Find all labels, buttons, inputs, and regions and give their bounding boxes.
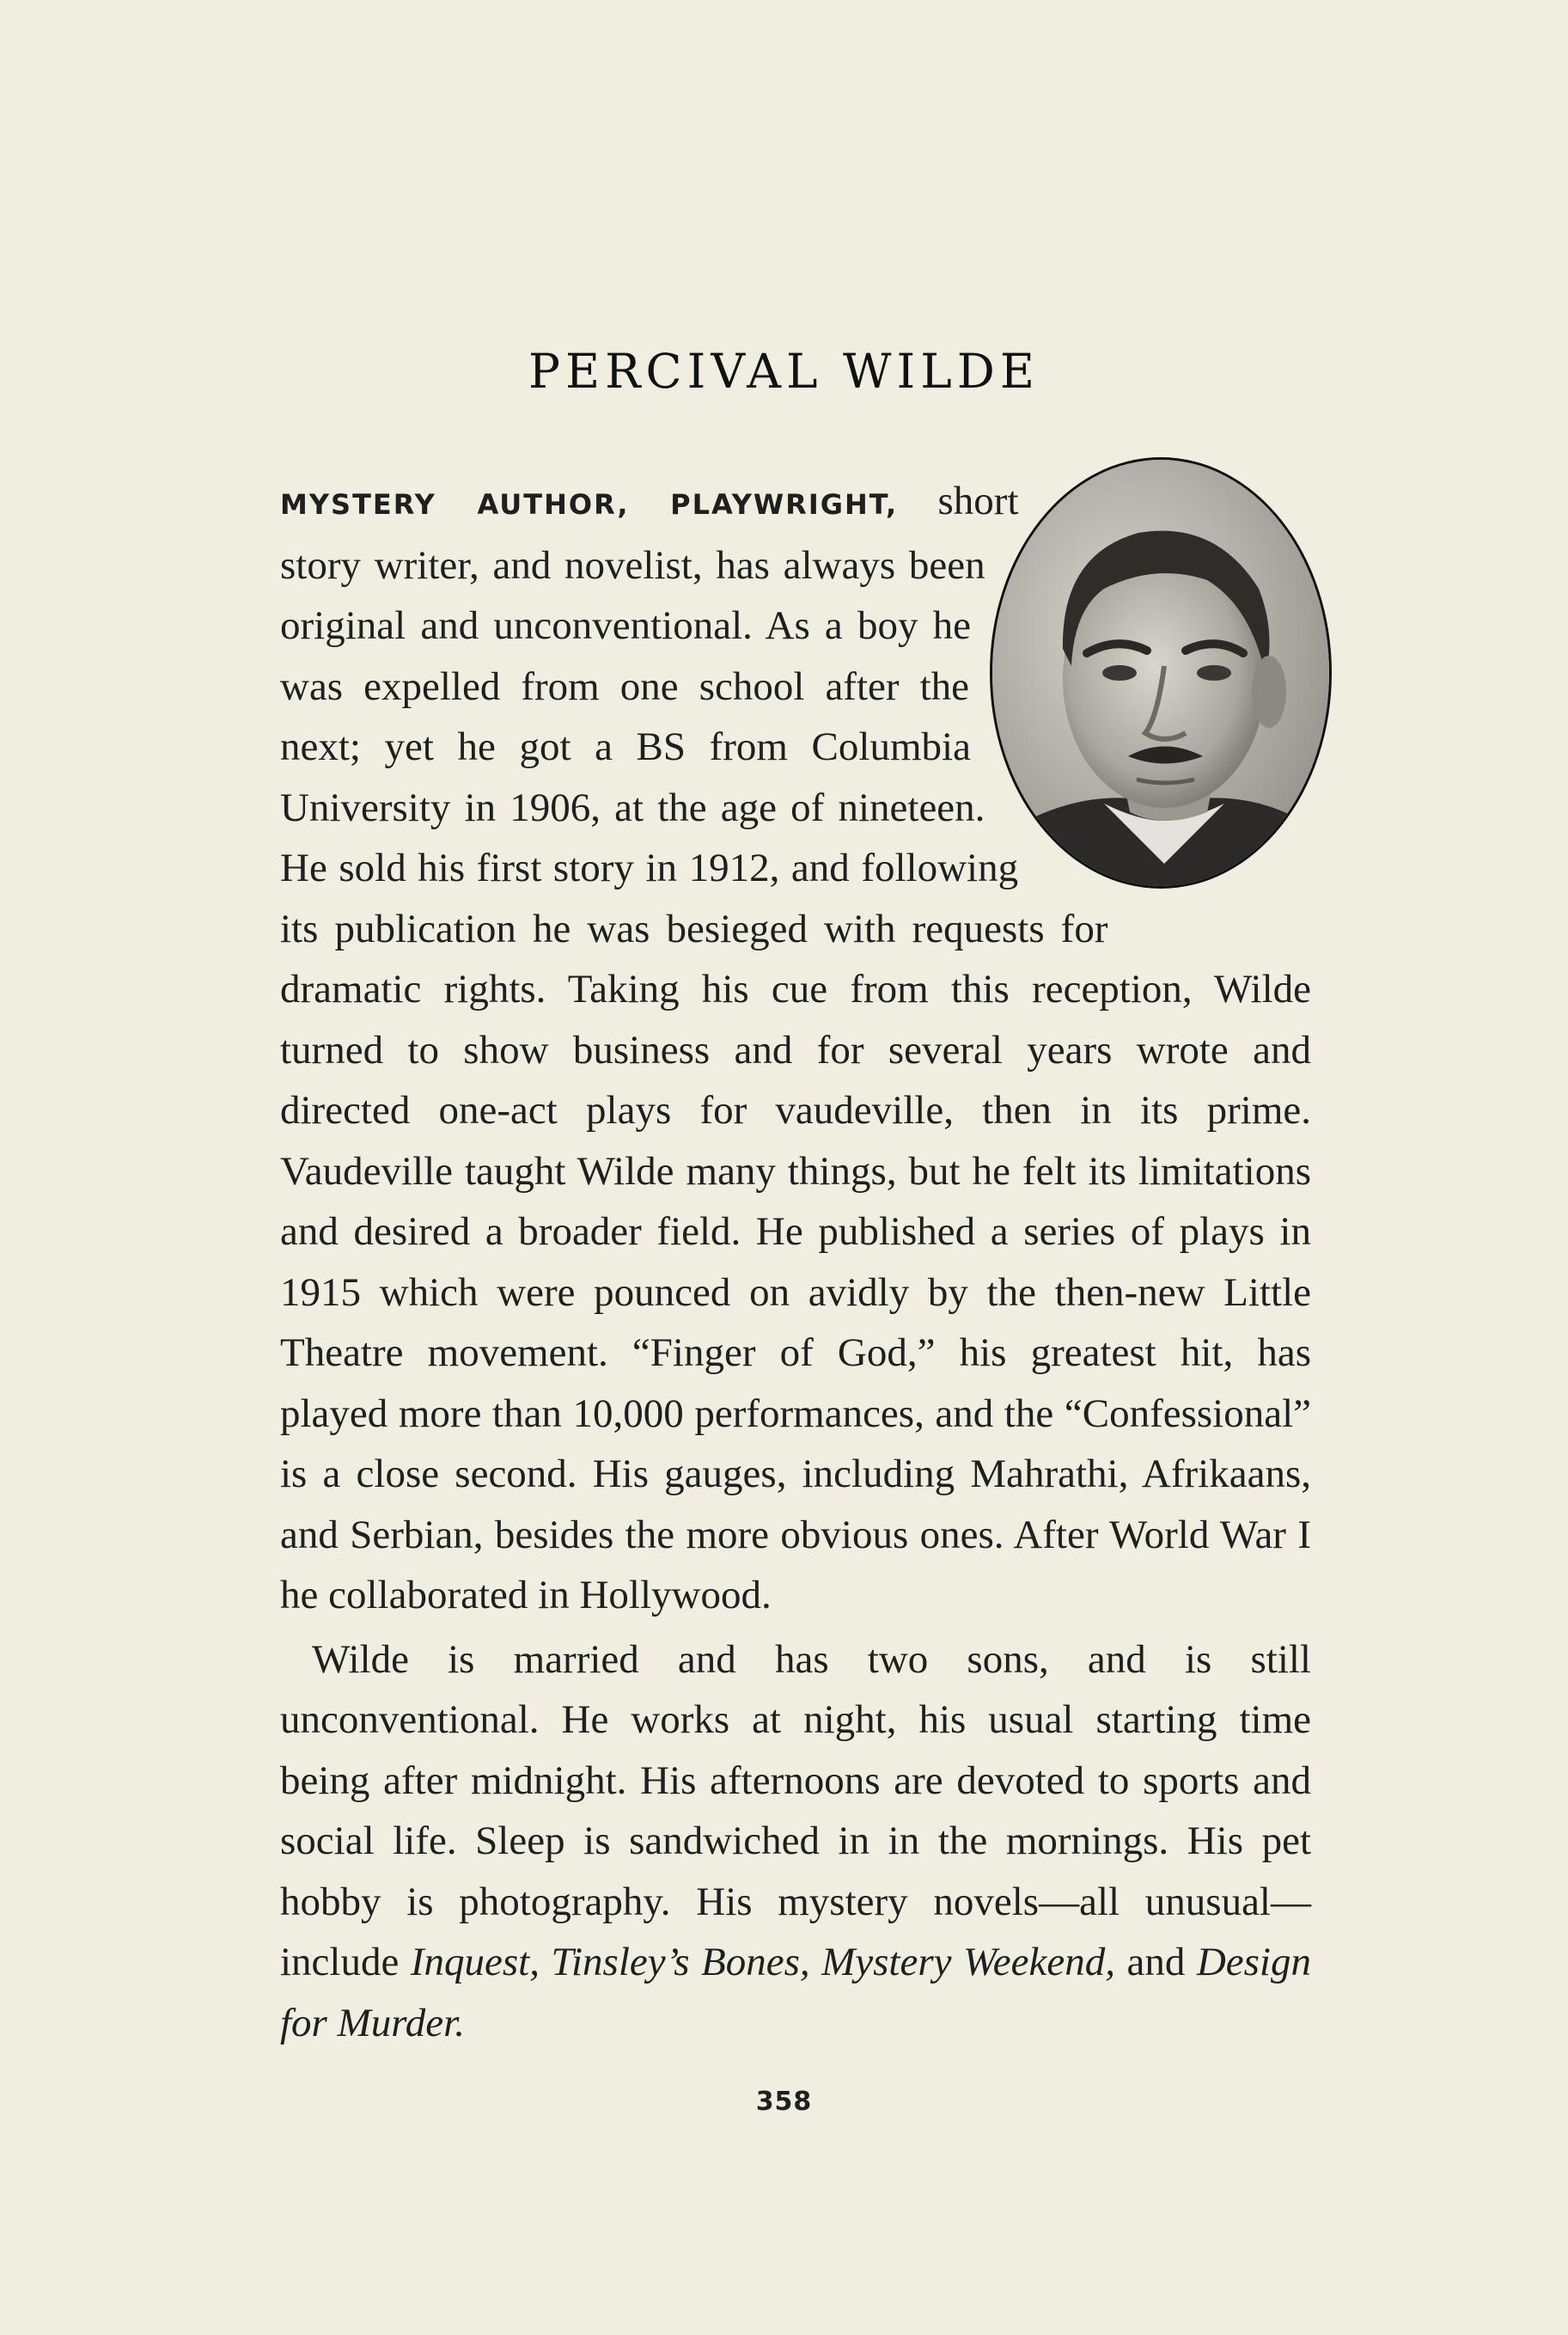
- paragraph-2: [280, 1629, 1311, 2054]
- page-number: 358: [755, 2087, 813, 2117]
- lead-in: MYSTERY AUTHOR, PLAYWRIGHT,: [280, 488, 899, 521]
- paragraph-2-text: Wilde is married and has two sons, and is still unconventional. He works at night, his usual starting time being after midnight. His afternoons are devoted to sports and social life. Sleep is sandwiched in in the mornings. His pet hobby is photography. His mystery novels—all unusual—include: [280, 1636, 1311, 1984]
- portrait-photo-illustration: [992, 460, 1329, 886]
- paragraph-1-text: short story writer, and novelist, has always been original and unconventional. As a boy he was expelled from one school after the next; yet he got a BS from Columbia University in 1906, at the age of nineteen. He sold his first story in 1912, and following its publication he was besieged with requests for dramatic rights. Taking his cue from this reception, Wilde turned to show business and for several years wrote and directed one-act plays for vaudeville, then in its prime. Vaudeville taught Wilde many things, but he felt its limitations and desired a broader field. He published a series of plays in 1915 which were pounced on avidly by the then-new Little Theatre movement. “Finger of God,” his greatest hit, has played more than 10,000 performances, and the “Confessional” is a close second. His gauges, including Mahrathi, Afrikaans, and Serbian, besides the more obvious ones. After World War I he collaborated in Hollywood.: [280, 479, 1311, 1617]
- book-titles-italic: Inquest, Tinsley’s Bones, Mystery Weekend,: [410, 1940, 1115, 1984]
- page-title: PERCIVAL WILDE: [528, 344, 1040, 399]
- conjunction: and: [1115, 1940, 1197, 1984]
- book-title-final: Design for Murder.: [280, 1940, 1311, 2045]
- portrait-frame: [981, 457, 1335, 895]
- author-portrait: [990, 457, 1332, 889]
- article-body: [280, 471, 1311, 2053]
